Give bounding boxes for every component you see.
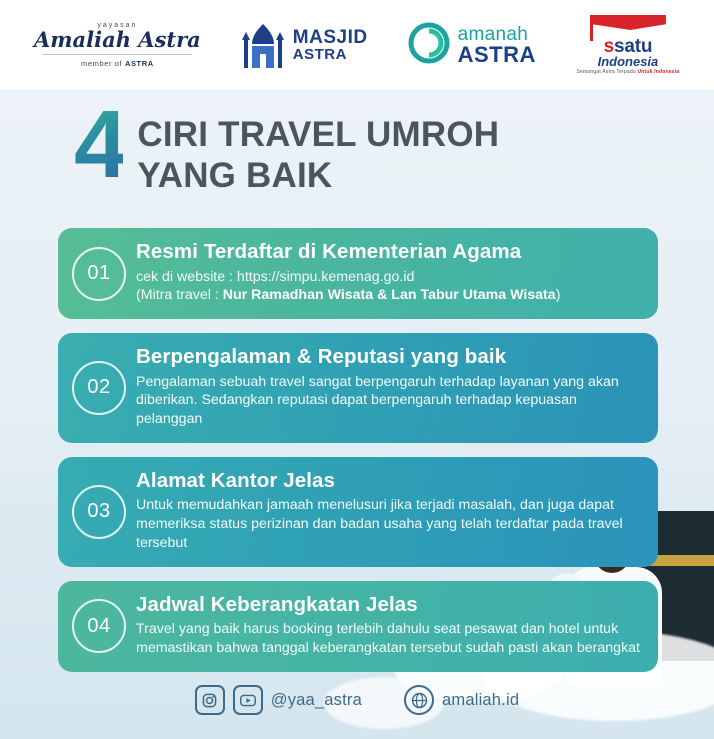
logo-masjid-astra — [241, 20, 368, 70]
item-heading: Alamat Kantor Jelas — [136, 468, 336, 492]
logo-amanah-text — [458, 25, 536, 66]
logo-satu-line1: ssatu — [603, 36, 653, 57]
item-body: Pengalaman sebuah travel sangat berpengaruh terhadap layanan yang akan diberikan. Sedangkan reputasi dapat berpengaruh terhadap kepuasan pelanggan — [136, 373, 619, 428]
logo-amanah-line2: ASTRA — [457, 41, 536, 67]
logo-satu-indonesia — [576, 15, 680, 75]
logo-masjid-text — [293, 28, 368, 62]
social-handles[interactable] — [195, 685, 362, 715]
logo-masjid-line1: MASJID — [292, 27, 368, 48]
logo-amaliah-member — [81, 59, 154, 68]
list-item — [58, 333, 658, 443]
globe-icon[interactable] — [404, 685, 434, 715]
title-lines — [137, 114, 499, 197]
instagram-icon[interactable] — [195, 685, 225, 715]
logo-amaliah-divider — [42, 54, 192, 55]
item-body-line-2 — [136, 286, 640, 305]
list-item — [58, 228, 658, 319]
logo-satu-tagline-1: Semangat Astra Terpadu — [576, 69, 638, 75]
footer-contact-bar — [0, 685, 714, 715]
list-item — [58, 581, 658, 672]
item-body-prefix: (Mitra travel : — [136, 287, 223, 304]
website-link[interactable] — [404, 685, 519, 715]
logo-satu-tagline-2: Untuk Indonesia — [637, 69, 680, 75]
title-number: 4 — [74, 91, 124, 198]
amanah-swirl-icon — [408, 22, 450, 69]
item-heading: Resmi Terdaftar di Kementerian Agama — [136, 240, 522, 263]
youtube-icon[interactable] — [233, 685, 263, 715]
page-title — [0, 91, 714, 198]
flag-banner — [592, 15, 666, 30]
logo-amaliah-member-prefix: member of — [81, 58, 125, 68]
item-body: Untuk memudahkan jamaah menelusuri jika terjadi masalah, dan juga dapat memeriksa status perizinan dan badan usaha yang telah terdaftar pada travel tersebut — [136, 497, 623, 551]
logo-amaliah-astra — [34, 22, 201, 67]
logo-amaliah-pretext: yayasan — [97, 22, 138, 30]
logo-masjid-line2: ASTRA — [292, 46, 347, 63]
logo-amaliah-name: Amaliah Astra — [34, 27, 201, 53]
item-body-line-1: cek di website : https://simpu.kemenag.go.id — [136, 268, 415, 285]
logo-amaliah-member-brand: ASTRA — [124, 58, 154, 68]
item-number-badge: 02 — [72, 361, 126, 415]
mosque-icon — [241, 20, 285, 70]
item-body-suffix: ) — [555, 287, 561, 304]
tips-list — [58, 228, 658, 686]
indonesian-flag-icon — [576, 15, 680, 37]
logo-amanah-line1: amanah — [457, 23, 529, 45]
website-url[interactable]: amaliah.id — [442, 690, 520, 709]
item-number-badge: 03 — [72, 485, 126, 539]
item-number-badge: 04 — [72, 599, 126, 653]
logo-bar — [0, 0, 714, 90]
list-item — [58, 457, 658, 567]
logo-satu-line1-text: satu — [613, 36, 653, 57]
item-heading: Jadwal Keberangkatan Jelas — [136, 592, 418, 616]
logo-amanah-astra — [408, 22, 536, 69]
item-heading: Berpengalaman & Reputasi yang baik — [136, 345, 507, 369]
logo-satu-line2: Indonesia — [597, 54, 659, 69]
title-line-2: YANG BAIK — [137, 156, 333, 196]
item-number-badge: 01 — [72, 247, 126, 301]
logo-satu-tagline — [577, 69, 680, 75]
title-line-1: CIRI TRAVEL UMROH — [137, 115, 500, 154]
item-body: Travel yang baik harus booking terlebih dahulu seat pesawat dan hotel untuk memastikan bahwa tanggal keberangkatan tersebut sudah pasti akan berangkat — [136, 621, 640, 656]
item-body-partners: Nur Ramadhan Wisata & Lan Tabur Utama Wisata — [222, 287, 556, 304]
instagram-handle[interactable]: @yaa_astra — [270, 690, 362, 709]
